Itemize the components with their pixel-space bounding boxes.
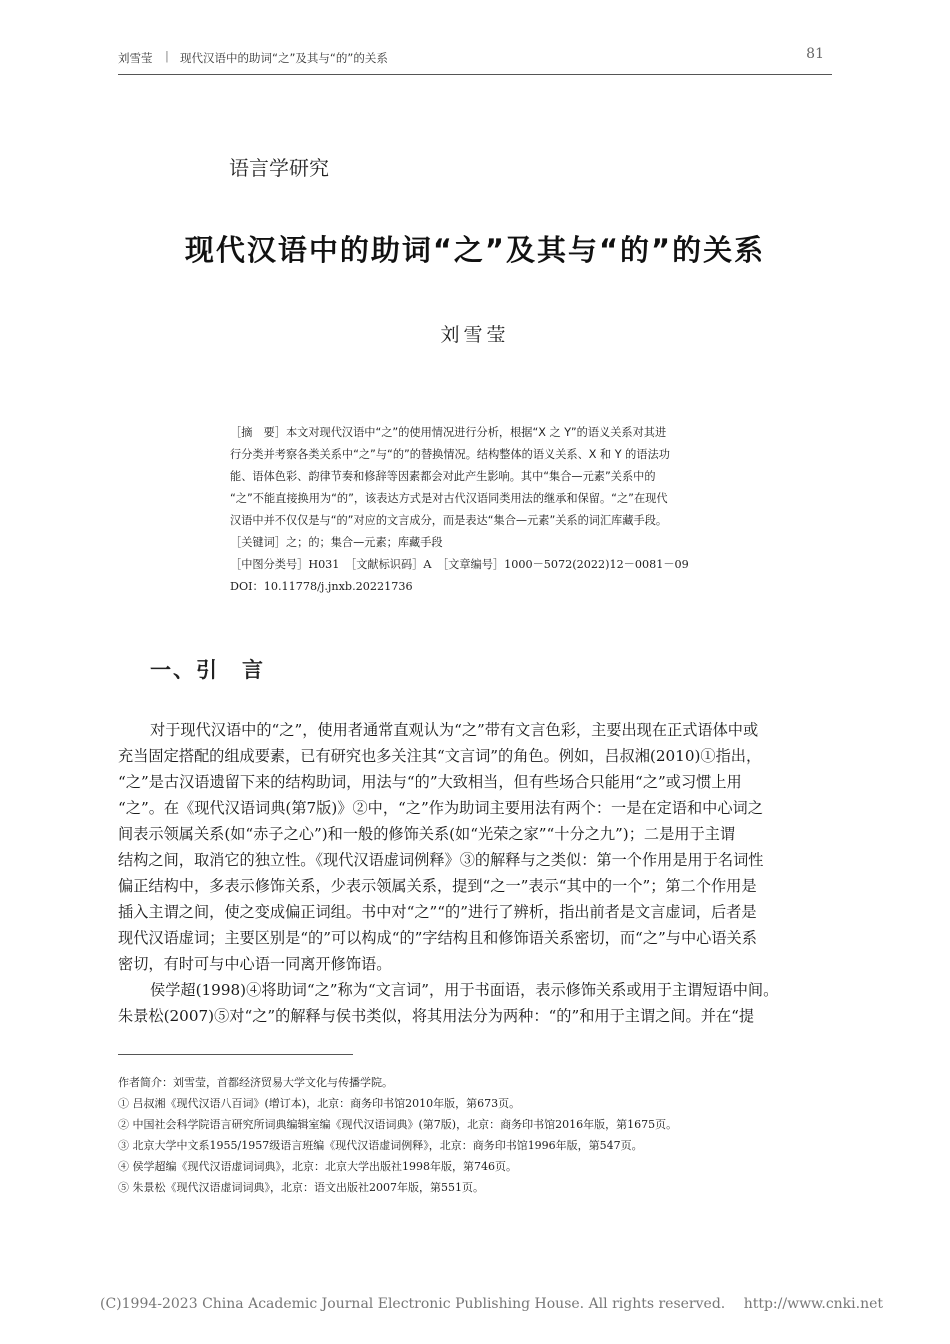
footnote-item: ① 吕叔湘《现代汉语八百词》(增订本)，北京：商务印书馆2010年版，第673页。	[118, 1097, 521, 1110]
body-line: 现代汉语虚词；主要区别是“的”可以构成“的”字结构且和修饰语关系密切，而“之”与中心语关系	[118, 929, 757, 947]
keywords: ［关键词］之；的；集合—元素；库藏手段	[230, 536, 443, 549]
footnote-divider	[118, 1054, 353, 1055]
abstract-line: “之”不能直接换用为“的”，该表达方式是对古代汉语同类用法的继承和保留。“之”在现代	[230, 492, 668, 505]
section-heading: 一、引 言	[150, 658, 265, 682]
body-line: 结构之间，取消它的独立性。《现代汉语虚词例释》③的解释与之类似：第一个作用是用于名词性	[118, 851, 764, 869]
author-bio: 作者简介：刘雪莹，首都经济贸易大学文化与传播学院。	[118, 1076, 393, 1089]
footnote-item: ⑤ 朱景松《现代汉语虚词词典》，北京：语文出版社2007年版，第551页。	[118, 1181, 484, 1194]
running-head-title: 现代汉语中的助词“之”及其与“的”的关系	[180, 51, 388, 65]
body-line: 插入主谓之间，使之变成偏正词组。书中对“之”“的”进行了辨析，指出前者是文言虚词，后者是	[118, 903, 757, 921]
section-label: 语言学研究	[229, 156, 329, 180]
footnotes	[118, 1072, 832, 1198]
author-name: 刘雪莹	[440, 324, 510, 346]
body-text	[118, 717, 832, 1029]
footnote-item: ③ 北京大学中文系1955/1957级语言班编《现代汉语虚词例释》，北京：商务印书馆1996年版，第547页。	[118, 1139, 643, 1152]
footnote-item: ② 中国社会科学院语言研究所词典编辑室编《现代汉语词典》(第7版)，北京：商务印书馆2016年版，第1675页。	[118, 1118, 678, 1131]
body-line: 偏正结构中，多表示修饰关系，少表示领属关系，提到“之一”表示“其中的一个”；第二个作用是	[118, 877, 757, 895]
copyright-text: (C)1994-2023 China Academic Journal Electronic Publishing House. All rights reserved.	[100, 1296, 726, 1312]
running-head	[118, 48, 832, 75]
cnki-link[interactable]: http://www.cnki.net	[743, 1296, 884, 1312]
body-line: 间表示领属关系(如“赤子之心”)和一般的修饰关系(如“光荣之家”“十分之九”)；二是用于主谓	[118, 825, 736, 843]
body-line: 侯学超(1998)④将助词“之”称为“文言词”，用于书面语，表示修饰关系或用于主谓短语中间。	[150, 981, 779, 999]
running-head-separator: |	[165, 49, 169, 63]
abstract-block	[230, 422, 730, 598]
doi: DOI：10.11778/j.jnxb.20221736	[230, 580, 413, 593]
footnote-item: ④ 侯学超编《现代汉语虚词词典》，北京：北京大学出版社1998年版，第746页。	[118, 1160, 517, 1173]
classification-info: ［中图分类号］H031 ［文献标识码］A ［文章编号］1000－5072(2022)12－0081－09	[230, 558, 689, 571]
body-line: 对于现代汉语中的“之”，使用者通常直观认为“之”带有文言色彩，主要出现在正式语体中或	[150, 721, 759, 739]
abstract-line: 能、语体色彩、韵律节奏和修辞等因素都会对此产生影响。其中“集合—元素”关系中的	[230, 470, 656, 483]
copyright-footer	[100, 1296, 900, 1312]
body-line: 朱景松(2007)⑤对“之”的解释与侯书类似，将其用法分为两种：“的”和用于主谓之间。并在“提	[118, 1007, 755, 1025]
body-line: 密切，有时可与中心语一同离开修饰语。	[118, 955, 392, 973]
body-line: “之”是古汉语遗留下来的结构助词，用法与“的”大致相当，但有些场合只能用“之”或习惯上用	[118, 773, 742, 791]
body-line: “之”。在《现代汉语词典(第7版)》②中，“之”作为助词主要用法有两个：一是在定语和中心词之	[118, 799, 763, 817]
abstract-line: 汉语中并不仅仅是与“的”对应的文言成分，而是表达“集合—元素”关系的词汇库藏手段。	[230, 514, 668, 527]
running-head-author: 刘雪莹	[118, 51, 153, 65]
abstract-line: 行分类并考察各类关系中“之”与“的”的替换情况。结构整体的语义关系、X 和 Y 的语法功	[230, 448, 670, 461]
body-line: 充当固定搭配的组成要素，已有研究也多关注其“文言词”的角色。例如，吕叔湘(2010)①指出，	[118, 747, 762, 765]
article-title: 现代汉语中的助词“之”及其与“的”的关系	[184, 233, 766, 267]
abstract-line: ［摘 要］本文对现代汉语中“之”的使用情况进行分析，根据“X 之 Y”的语义关系对其进	[230, 426, 667, 439]
page-number: 81	[806, 46, 824, 62]
